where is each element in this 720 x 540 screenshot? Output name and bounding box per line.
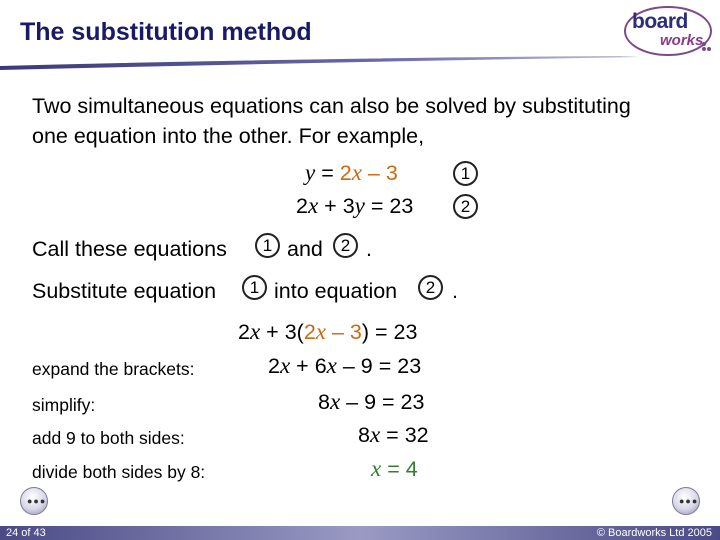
substitute-number-2: 2 bbox=[418, 275, 443, 300]
step-expanded: 2x + 6x – 9 = 23 bbox=[268, 353, 422, 378]
call-period: . bbox=[366, 237, 372, 261]
call-number-2: 2 bbox=[333, 233, 358, 258]
substitute-line: Substitute equation bbox=[32, 279, 217, 303]
call-equations-line: Call these equations bbox=[32, 237, 227, 261]
logo-word-board: board bbox=[632, 10, 688, 33]
substitute-period: . bbox=[452, 279, 458, 303]
call-and-text: and bbox=[287, 237, 323, 261]
step-solution: x = 4 bbox=[371, 456, 418, 481]
call-number-1: 1 bbox=[255, 233, 280, 258]
previous-slide-button[interactable] bbox=[20, 487, 48, 515]
equation-number-2: 2 bbox=[453, 194, 478, 219]
ellipsis-nav-icon: ●●● bbox=[27, 496, 47, 506]
intro-text: Two simultaneous equations can also be solved by substituting one equation into the other. For example, bbox=[32, 94, 631, 148]
step-label-add: add 9 to both sides: bbox=[32, 428, 185, 448]
step-added: 8x = 32 bbox=[358, 422, 429, 447]
equation-number-1: 1 bbox=[453, 161, 478, 186]
substitute-number-1: 1 bbox=[242, 275, 267, 300]
step-label-simplify: simplify: bbox=[32, 395, 96, 415]
next-slide-button[interactable] bbox=[672, 487, 700, 515]
logo-word-works: works bbox=[660, 32, 704, 49]
page-number: 24 of 43 bbox=[6, 527, 46, 539]
page-title: The substitution method bbox=[20, 18, 312, 46]
step-simplified: 8x – 9 = 23 bbox=[318, 389, 425, 414]
equation-1: y = 2x – 3 bbox=[305, 160, 398, 185]
step-label-divide: divide both sides by 8: bbox=[32, 462, 206, 482]
step-substituted: 2x + 3(2x – 3) = 23 bbox=[238, 319, 418, 344]
step-label-expand: expand the brackets: bbox=[32, 359, 195, 379]
equation-2: 2x + 3y = 23 bbox=[296, 193, 414, 218]
ellipsis-nav-icon: ●●● bbox=[679, 496, 699, 506]
copyright-text: © Boardworks Ltd 2005 bbox=[596, 527, 712, 539]
substitute-into-text: into equation bbox=[274, 279, 398, 303]
